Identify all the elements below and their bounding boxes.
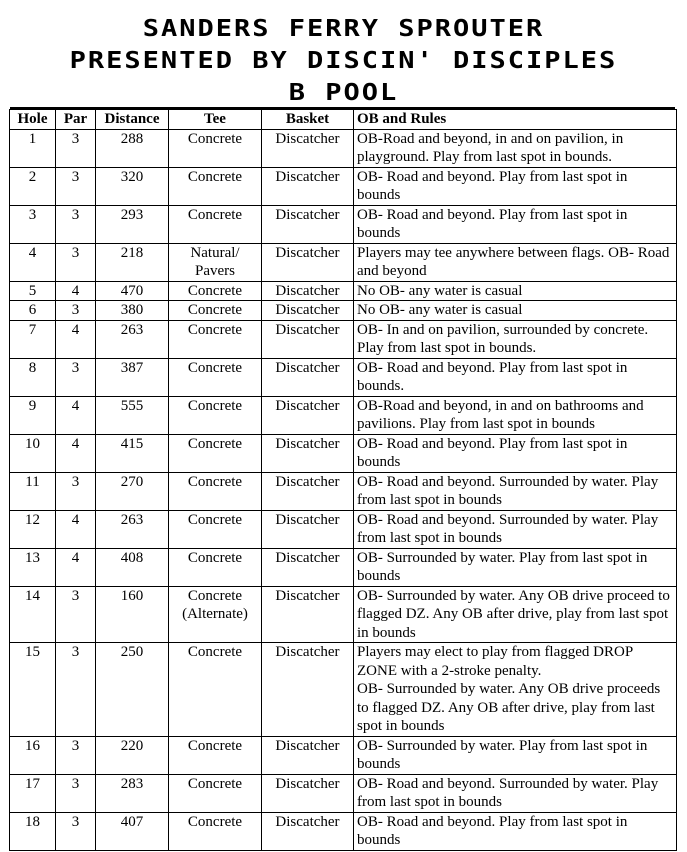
table-row: [10, 548, 677, 586]
rules-text: OB- Road and beyond. Play from last spot in bounds: [357, 435, 628, 470]
table-row: [10, 281, 677, 301]
rules-text: OB- Road and beyond. Surrounded by water. Play from last spot in bounds: [357, 473, 659, 508]
cell-basket: Discatcher: [262, 643, 354, 737]
cell-par: 4: [56, 396, 96, 434]
cell-distance: 218: [96, 243, 169, 281]
table-row: [10, 129, 677, 167]
header-rules: OB and Rules: [354, 110, 677, 130]
cell-distance: 387: [96, 358, 169, 396]
rules-text: OB- Surrounded by water. Any OB drive proceed to flagged DZ. Any OB after drive, play from last spot in bounds: [357, 587, 670, 641]
cell-tee: Concrete: [169, 281, 262, 301]
header-basket: Basket: [262, 110, 354, 130]
cell-rules: [354, 396, 677, 434]
cell-basket: Discatcher: [262, 396, 354, 434]
cell-rules: [354, 320, 677, 358]
cell-basket: Discatcher: [262, 320, 354, 358]
cell-rules: [354, 643, 677, 737]
cell-rules: [354, 510, 677, 548]
cell-basket: Discatcher: [262, 510, 354, 548]
cell-basket: Discatcher: [262, 358, 354, 396]
cell-hole: 4: [10, 243, 56, 281]
cell-hole: 6: [10, 301, 56, 321]
cell-distance: 270: [96, 472, 169, 510]
rules-text: OB- Road and beyond. Play from last spot in bounds: [357, 168, 628, 203]
cell-tee: Concrete: [169, 643, 262, 737]
header-tee: Tee: [169, 110, 262, 130]
cell-tee: Concrete: [169, 736, 262, 774]
cell-distance: 555: [96, 396, 169, 434]
rules-text: OB- Road and beyond. Play from last spot in bounds.: [357, 359, 628, 394]
cell-par: 3: [56, 301, 96, 321]
cell-tee: Concrete: [169, 396, 262, 434]
cell-par: 3: [56, 736, 96, 774]
table-row: [10, 472, 677, 510]
cell-rules: [354, 548, 677, 586]
cell-rules: [354, 472, 677, 510]
cell-tee: Concrete: [169, 320, 262, 358]
cell-basket: Discatcher: [262, 774, 354, 812]
cell-par: 4: [56, 510, 96, 548]
cell-hole: 18: [10, 812, 56, 850]
cell-par: 3: [56, 205, 96, 243]
cell-par: 3: [56, 167, 96, 205]
rules-text: OB- Surrounded by water. Play from last spot in bounds: [357, 549, 648, 584]
cell-rules: [354, 812, 677, 850]
table-row: [10, 358, 677, 396]
rules-text: No OB- any water is casual: [357, 302, 523, 318]
table-row: [10, 167, 677, 205]
cell-distance: 220: [96, 736, 169, 774]
rules-text: OB- Road and beyond. Play from last spot in bounds: [357, 813, 628, 848]
rules-text: Players may tee anywhere between flags. OB- Road and beyond: [357, 244, 670, 279]
cell-rules: [354, 586, 677, 643]
cell-rules: [354, 358, 677, 396]
cell-distance: 408: [96, 548, 169, 586]
cell-hole: 14: [10, 586, 56, 643]
table-row: [10, 243, 677, 281]
cell-hole: 13: [10, 548, 56, 586]
title-line-2: PRESENTED BY DISCIN' DISCIPLES: [69, 47, 618, 74]
cell-par: 3: [56, 358, 96, 396]
rules-text: OB- Road and beyond. Surrounded by water. Play from last spot in bounds: [357, 775, 659, 810]
cell-hole: 1: [10, 129, 56, 167]
cell-tee: Concrete: [169, 205, 262, 243]
cell-tee: Concrete: [169, 774, 262, 812]
rules-text: OB- Road and beyond. Surrounded by water. Play from last spot in bounds: [357, 511, 659, 546]
table-row: [10, 774, 677, 812]
cell-basket: Discatcher: [262, 205, 354, 243]
cell-distance: 415: [96, 434, 169, 472]
table-row: [10, 301, 677, 321]
cell-hole: 15: [10, 643, 56, 737]
cell-par: 3: [56, 586, 96, 643]
cell-rules: [354, 774, 677, 812]
table-row: [10, 643, 677, 737]
table-row: [10, 320, 677, 358]
cell-basket: Discatcher: [262, 281, 354, 301]
table-row: [10, 812, 677, 850]
cell-hole: 5: [10, 281, 56, 301]
rules-text: Players may elect to play from flagged DROP ZONE with a 2-stroke penalty.: [357, 644, 633, 679]
cell-basket: Discatcher: [262, 548, 354, 586]
cell-hole: 9: [10, 396, 56, 434]
cell-hole: 10: [10, 434, 56, 472]
title-line-1: SANDERS FERRY SPROUTER: [142, 15, 545, 42]
cell-distance: 160: [96, 586, 169, 643]
rules-text: OB- In and on pavilion, surrounded by concrete. Play from last spot in bounds.: [357, 321, 649, 356]
cell-distance: 320: [96, 167, 169, 205]
cell-distance: 263: [96, 320, 169, 358]
header-distance: Distance: [96, 110, 169, 130]
cell-distance: 283: [96, 774, 169, 812]
cell-tee: Concrete: [169, 472, 262, 510]
header-hole: Hole: [10, 110, 56, 130]
cell-rules: [354, 243, 677, 281]
cell-tee: Concrete: [169, 167, 262, 205]
cell-rules: [354, 301, 677, 321]
table-row: [10, 736, 677, 774]
cell-hole: 17: [10, 774, 56, 812]
cell-basket: Discatcher: [262, 434, 354, 472]
cell-distance: 380: [96, 301, 169, 321]
cell-basket: Discatcher: [262, 243, 354, 281]
cell-par: 4: [56, 320, 96, 358]
cell-par: 4: [56, 281, 96, 301]
cell-tee: Concrete: [169, 301, 262, 321]
cell-basket: Discatcher: [262, 736, 354, 774]
table-row: [10, 434, 677, 472]
cell-tee: Concrete: [169, 510, 262, 548]
header-par: Par: [56, 110, 96, 130]
cell-basket: Discatcher: [262, 301, 354, 321]
cell-distance: 263: [96, 510, 169, 548]
cell-distance: 288: [96, 129, 169, 167]
cell-tee: Natural/ Pavers: [169, 243, 262, 281]
cell-par: 3: [56, 812, 96, 850]
cell-basket: Discatcher: [262, 812, 354, 850]
title-line-3: B POOL: [288, 79, 399, 106]
cell-basket: Discatcher: [262, 586, 354, 643]
cell-par: 3: [56, 243, 96, 281]
table-row: [10, 396, 677, 434]
rules-text: No OB- any water is casual: [357, 282, 523, 299]
cell-rules: [354, 129, 677, 167]
cell-tee: Concrete (Alternate): [169, 586, 262, 643]
cell-tee: Concrete: [169, 358, 262, 396]
cell-par: 3: [56, 472, 96, 510]
cell-tee: Concrete: [169, 434, 262, 472]
rules-text: OB-Road and beyond, in and on pavilion, in playground. Play from last spot in bounds.: [357, 130, 624, 165]
cell-par: 3: [56, 774, 96, 812]
cell-hole: 7: [10, 320, 56, 358]
cell-hole: 8: [10, 358, 56, 396]
cell-distance: 293: [96, 205, 169, 243]
table-header-row: [10, 110, 677, 130]
rules-text: OB- Road and beyond. Play from last spot in bounds: [357, 206, 628, 241]
cell-par: 3: [56, 129, 96, 167]
cell-tee: Concrete: [169, 812, 262, 850]
cell-par: 4: [56, 434, 96, 472]
cell-hole: 3: [10, 205, 56, 243]
table-row: [10, 205, 677, 243]
cell-distance: 470: [96, 281, 169, 301]
cell-distance: 407: [96, 812, 169, 850]
cell-tee: Concrete: [169, 548, 262, 586]
cell-basket: Discatcher: [262, 472, 354, 510]
rules-text: OB- Surrounded by water. Play from last spot in bounds: [357, 737, 648, 772]
cell-rules: [354, 167, 677, 205]
rules-text-2: OB- Surrounded by water. Any OB drive proceeds to flagged DZ. Any OB after drive, play from last spot in bounds: [357, 681, 661, 734]
cell-tee: Concrete: [169, 129, 262, 167]
table-row: [10, 510, 677, 548]
cell-rules: [354, 736, 677, 774]
cell-rules: [354, 205, 677, 243]
cell-rules: [354, 281, 677, 301]
cell-hole: 2: [10, 167, 56, 205]
cell-hole: 12: [10, 510, 56, 548]
cell-hole: 11: [10, 472, 56, 510]
table-row: [10, 586, 677, 643]
cell-hole: 16: [10, 736, 56, 774]
course-table: [9, 109, 677, 851]
cell-rules: [354, 434, 677, 472]
cell-par: 3: [56, 643, 96, 737]
cell-basket: Discatcher: [262, 167, 354, 205]
cell-par: 4: [56, 548, 96, 586]
cell-basket: Discatcher: [262, 129, 354, 167]
rules-text: OB-Road and beyond, in and on bathrooms and pavilions. Play from last spot in bounds: [357, 397, 644, 432]
cell-distance: 250: [96, 643, 169, 737]
